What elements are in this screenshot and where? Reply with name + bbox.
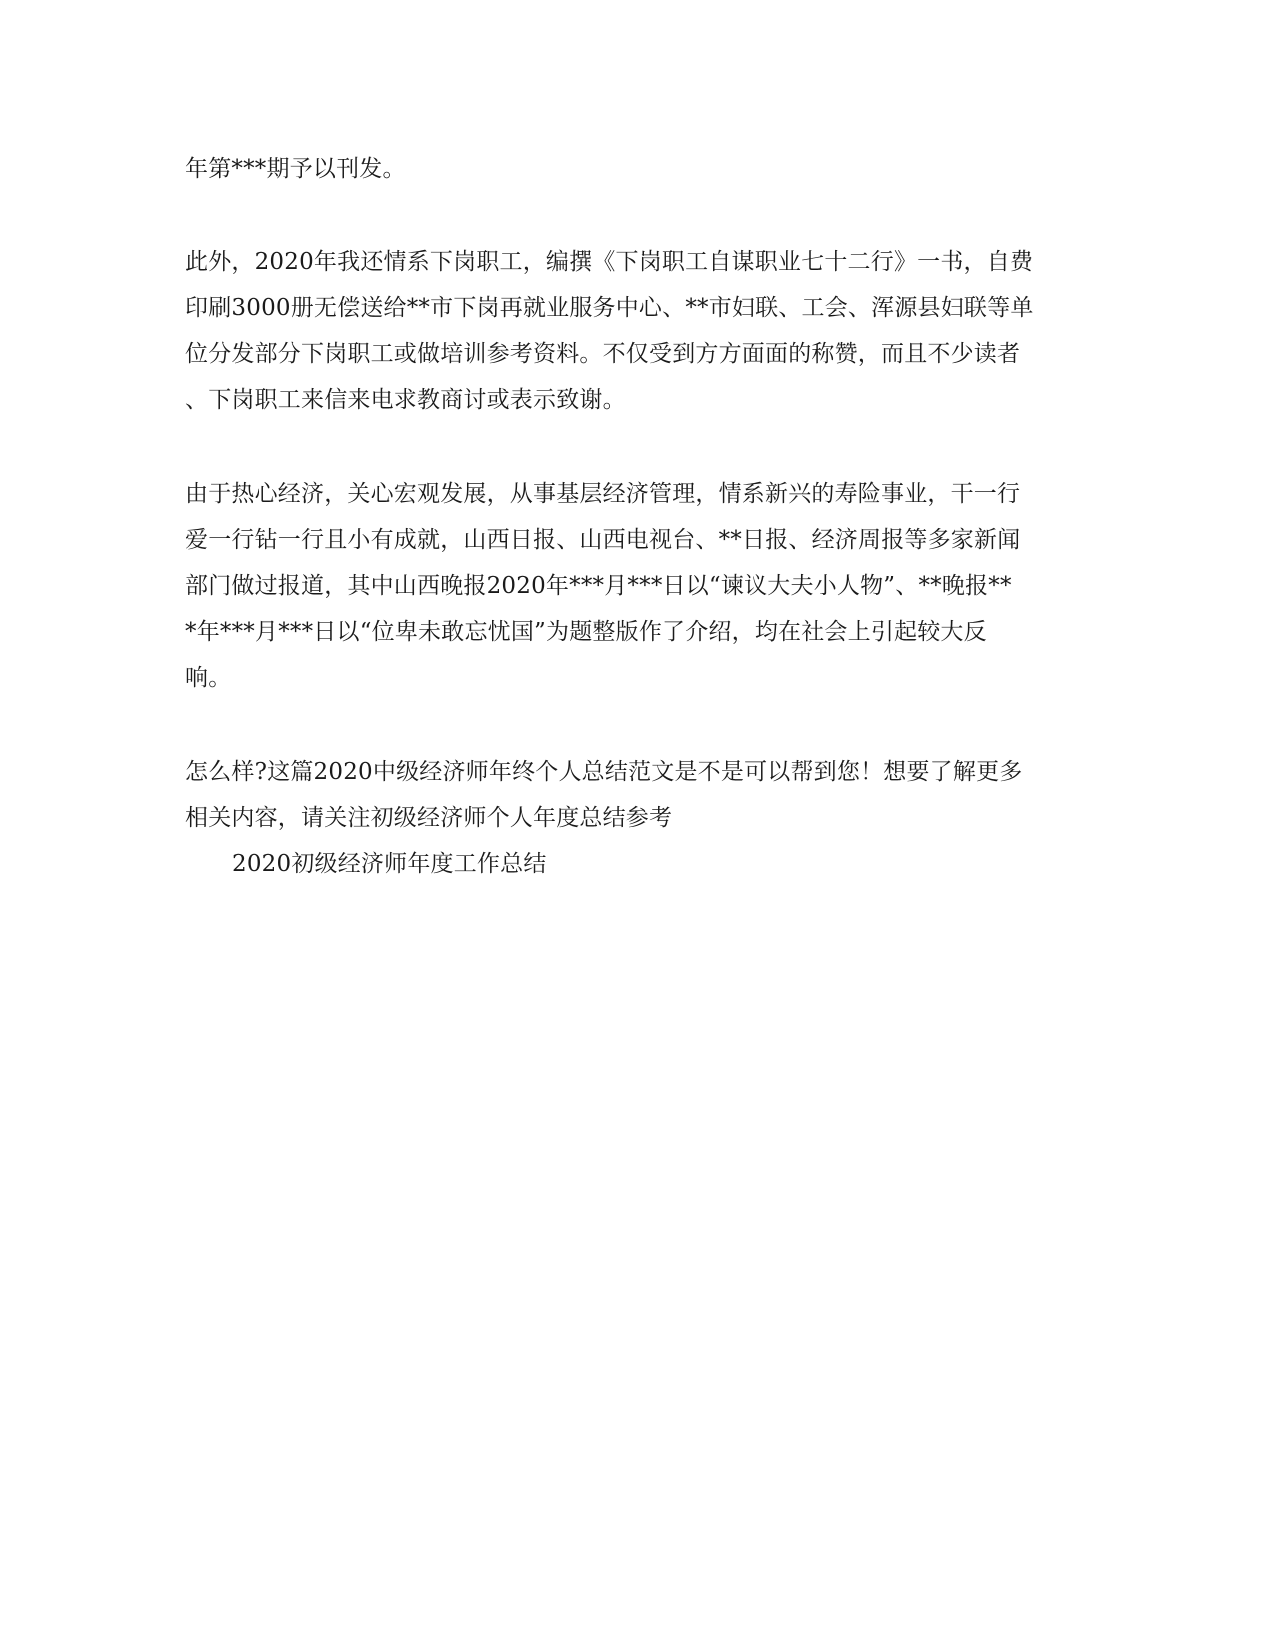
paragraph-3-line-2: 爱一行钻一行且小有成就，山西日报、山西电视台、**日报、经济周报等多家新闻 (185, 527, 1021, 553)
paragraph-1-line-1: 年第***期予以刊发。 (185, 156, 406, 182)
paragraph-2-line-2: 印刷3000册无偿送给**市下岗再就业服务中心、**市妇联、工会、浑源县妇联等单 (185, 295, 1034, 321)
paragraph-2-line-4: 、下岗职工来信来电求教商讨或表示致谢。 (185, 387, 626, 413)
related-article-link[interactable]: 2020初级经济师年度工作总结 (232, 851, 547, 877)
paragraph-3-line-4: *年***月***日以“位卑未敢忘忧国”为题整版作了介绍，均在社会上引起较大反 (185, 619, 987, 645)
paragraph-2-line-3: 位分发部分下岗职工或做培训参考资料。不仅受到方方面面的称赞，而且不少读者 (185, 341, 1021, 367)
paragraph-4-line-2: 相关内容，请关注初级经济师个人年度总结参考 (185, 805, 673, 831)
paragraph-3-line-3: 部门做过报道，其中山西晚报2020年***月***日以“谏议大夫小人物”、**晚报** (185, 573, 1012, 599)
paragraph-4-line-1: 怎么样?这篇2020中级经济师年终个人总结范文是不是可以帮到您！想要了解更多 (185, 759, 1023, 785)
paragraph-3-line-5: 响。 (185, 665, 232, 691)
paragraph-3-line-1: 由于热心经济，关心宏观发展，从事基层经济管理，情系新兴的寿险事业，干一行 (185, 481, 1021, 507)
paragraph-2-line-1: 此外，2020年我还情系下岗职工，编撰《下岗职工自谋职业七十二行》一书，自费 (185, 249, 1034, 275)
